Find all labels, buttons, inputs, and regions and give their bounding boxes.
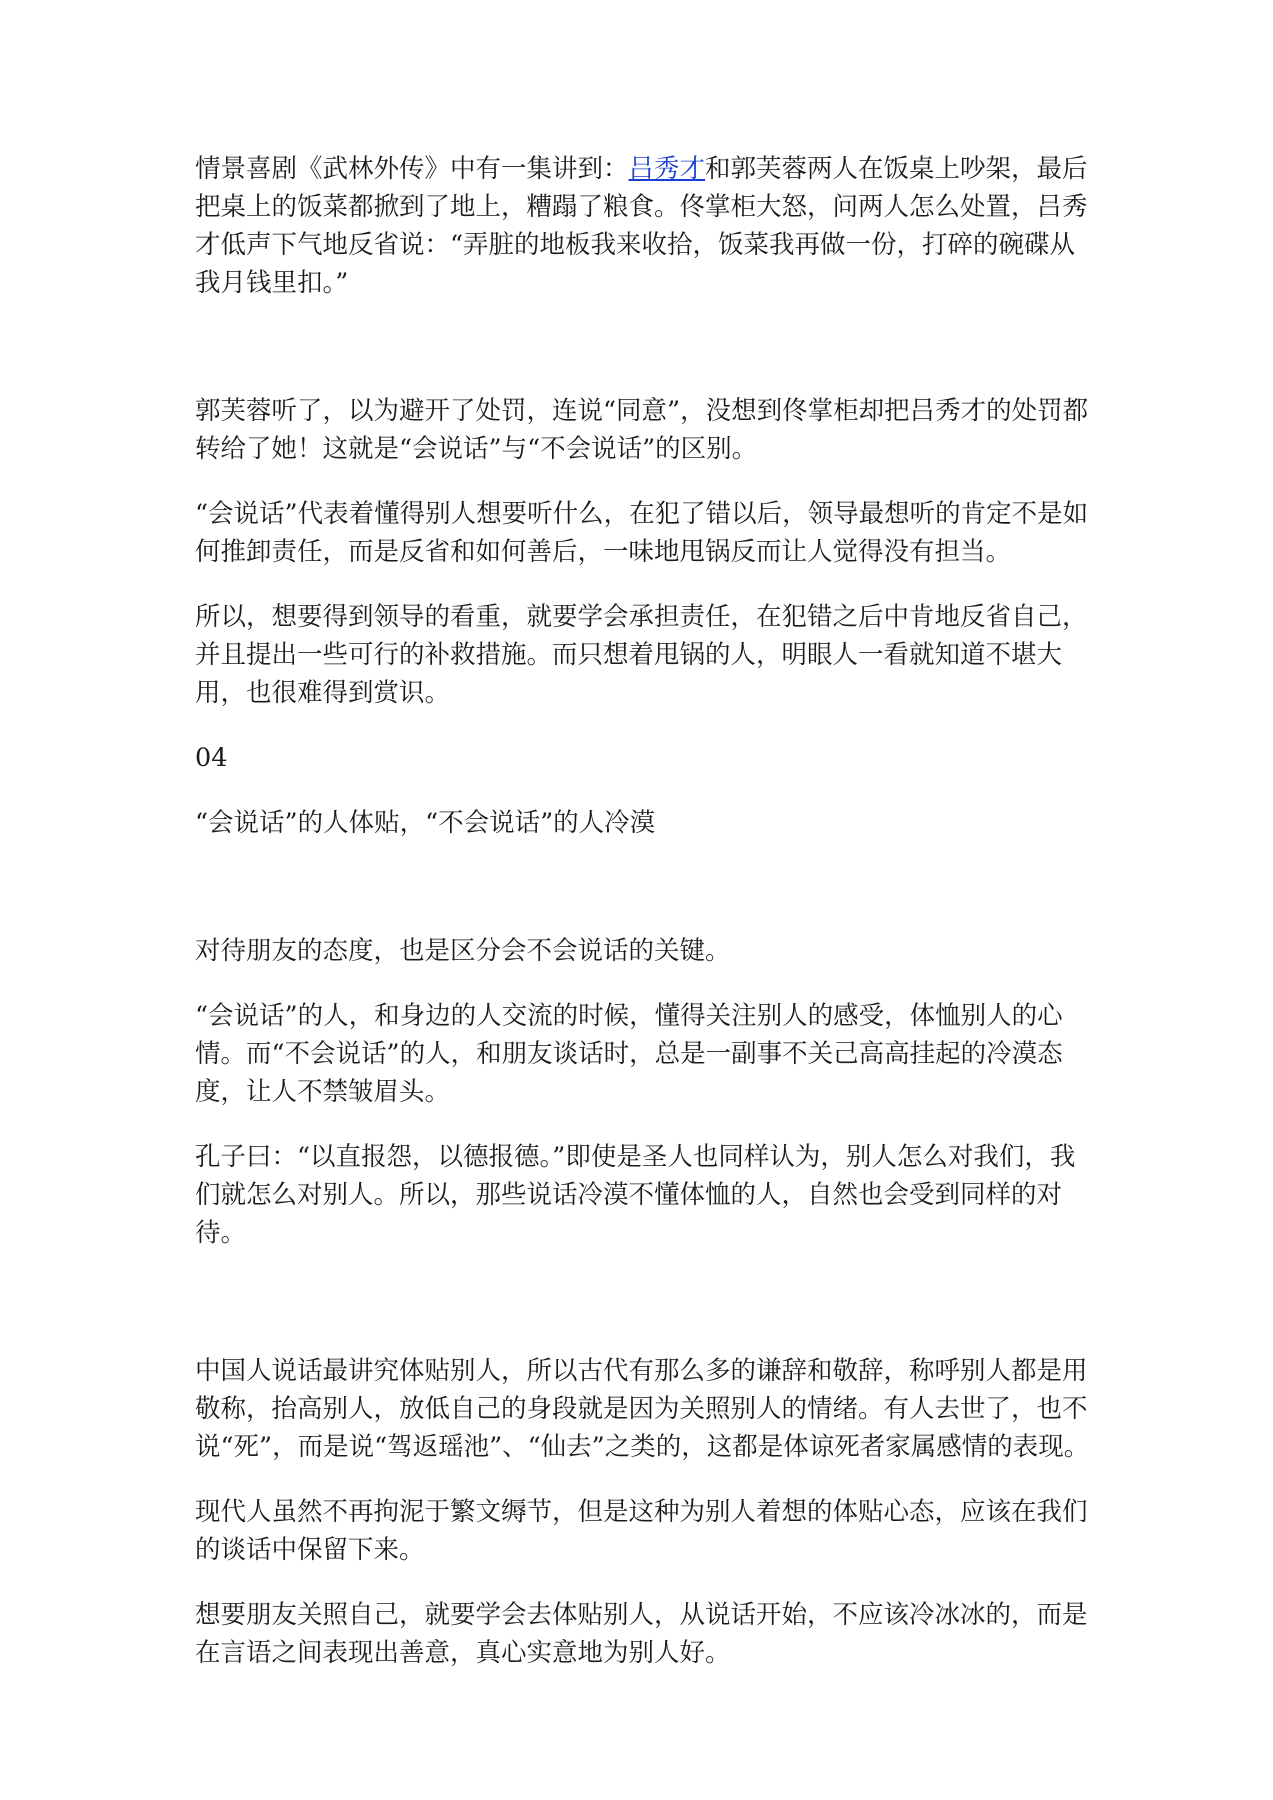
paragraph-8: 中国人说话最讲究体贴别人，所以古代有那么多的谦辞和敬辞，称呼别人都是用敬称，抬高别人，放低自己的身段就是因为关照别人的情绪。有人去世了，也不说“死”，而是说“驾返瑶池”、“仙去”之类的，这都是体谅死者家属感情的表现。 xyxy=(195,1356,1090,1462)
document-page xyxy=(195,150,1095,1672)
link-lv-xiucai[interactable]: 吕秀才 xyxy=(628,154,706,184)
paragraph-7: 孔子曰：“以直报怨，以德报德。”即使是圣人也同样认为，别人怎么对我们，我们就怎么对别人。所以，那些说话冷漠不懂体恤的人，自然也会受到同样的对待。 xyxy=(195,1142,1076,1248)
paragraph-5: 对待朋友的态度，也是区分会不会说话的关键。 xyxy=(195,936,731,966)
paragraph-10: 想要朋友关照自己，就要学会去体贴别人，从说话开始，不应该冷冰冰的，而是在言语之间表现出善意，真心实意地为别人好。 xyxy=(195,1600,1088,1668)
intro-text-continued: 和郭芙蓉两人在饭桌上吵架，最后把桌上的饭菜都掀到了地上，糟蹋了粮食。佟掌柜大怒，问两人怎么处置，吕秀才低声下气地反省说：“弄脏的地板我来收拾，饭菜我再做一份，打碎的碗碟从我月钱里扣。” xyxy=(195,154,1088,298)
paragraph-6: “会说话”的人，和身边的人交流的时候，懂得关注别人的感受，体恤别人的心情。而“不会说话”的人，和朋友谈话时，总是一副事不关己高高挂起的冷漠态度，让人不禁皱眉头。 xyxy=(195,1001,1063,1107)
section-number: 04 xyxy=(195,743,228,773)
paragraph-9: 现代人虽然不再拘泥于繁文缛节，但是这种为别人着想的体贴心态，应该在我们的谈话中保留下来。 xyxy=(195,1497,1088,1565)
paragraph-intro xyxy=(195,150,1095,302)
section-title: “会说话”的人体贴，“不会说话”的人冷漠 xyxy=(195,808,656,838)
paragraph-3: “会说话”代表着懂得别人想要听什么，在犯了错以后，领导最想听的肯定不是如何推卸责任，而是反省和如何善后，一味地甩锅反而让人觉得没有担当。 xyxy=(195,499,1089,567)
paragraph-2: 郭芙蓉听了，以为避开了处罚，连说“同意”，没想到佟掌柜却把吕秀才的处罚都转给了她！这就是“会说话”与“不会说话”的区别。 xyxy=(195,396,1089,464)
paragraph-4: 所以，想要得到领导的看重，就要学会承担责任，在犯错之后中肯地反省自己，并且提出一些可行的补救措施。而只想着甩锅的人，明眼人一看就知道不堪大用，也很难得到赏识。 xyxy=(195,602,1088,708)
intro-text: 情景喜剧《武林外传》中有一集讲到： xyxy=(195,154,629,184)
